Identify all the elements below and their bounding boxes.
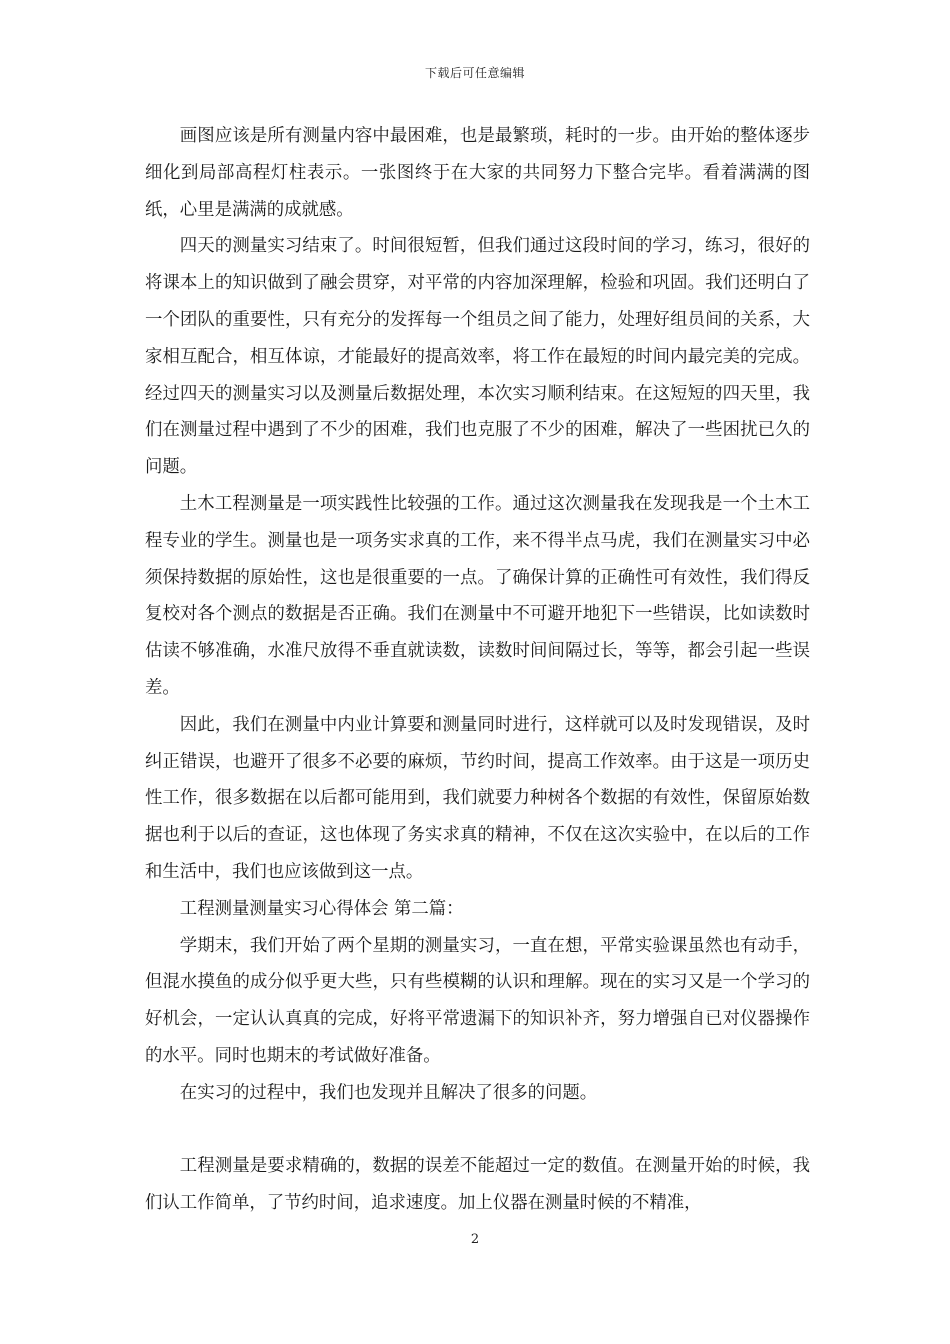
paragraph: 在实习的过程中，我们也发现并且解决了很多的问题。 — [179, 1082, 598, 1103]
paragraph: 因此，我们在测量中内业计算要和测量同时进行，这样就可以及时发现错误，及时纠正错误，也避开了很多不必要的麻烦，节约时间，提高工作效率。由于这是一项历史性工作，很多数据在以后都可能用到，我们就要力种树各个数据的有效性，保留原始数据也利于以后的查证，这也体现了务实求真的精神，不仅在这次实验中，在以后的工作和生活中，我们也应该做到这一点。 — [145, 714, 810, 882]
paragraph: 四天的测量实习结束了。时间很短暂，但我们通过这段时间的学习，练习，很好的将课本上的知识做到了融会贯穿，对平常的内容加深理解，检验和巩固。我们还明白了一个团队的重要性，只有充分的发挥每一个组员之间了能力，处理好组员间的关系，大家相互配合，相互体谅，才能最好的提高效率，将工作在最短的时间内最完美的完成。经过四天的测量实习以及测量后数据处理，本次实习顺利结束。在这短短的四天里，我们在测量过程中遇到了不少的困难，我们也克服了不少的困难，解决了一些困扰已久的问题。 — [145, 236, 810, 478]
page-header: 下载后可任意编辑 — [424, 66, 525, 80]
paragraph: 工程测量是要求精确的，数据的误差不能超过一定的数值。在测量开始的时候，我们认工作简单，了节约时间，追求速度。加上仪器在测量时候的不精准， — [145, 1156, 810, 1214]
paragraph: 画图应该是所有测量内容中最困难，也是最繁琐，耗时的一步。由开始的整体逐步细化到局部高程灯柱表示。一张图终于在大家的共同努力下整合完毕。看着满满的图纸，心里是满满的成就感。 — [145, 126, 810, 220]
section-heading: 工程测量测量实习心得体会 第二篇： — [179, 898, 464, 919]
paragraph: 学期末，我们开始了两个星期的测量实习，一直在想，平常实验课虽然也有动手，但混水摸鱼的成分似乎更大些，只有些模糊的认识和理解。现在的实习又是一个学习的好机会，一定认认真真的完成，好将平常遗漏下的知识补齐，努力增强自已对仪器操作的水平。同时也期末的考试做好准备。 — [145, 935, 810, 1066]
page-number: 2 — [470, 1232, 480, 1247]
document-body — [145, 118, 810, 1222]
paragraph: 土木工程测量是一项实践性比较强的工作。通过这次测量我在发现我是一个土木工程专业的学生。测量也是一项务实求真的工作，来不得半点马虎，我们在测量实习中必须保持数据的原始性，这也是很重要的一点。了确保计算的正确性可有效性，我们得反复校对各个测点的数据是否正确。我们在测量中不可避开地犯下一些错误，比如读数时估读不够准确，水准尺放得不垂直就读数，读数时间间隔过长，等等，都会引起一些误差。 — [145, 493, 810, 698]
